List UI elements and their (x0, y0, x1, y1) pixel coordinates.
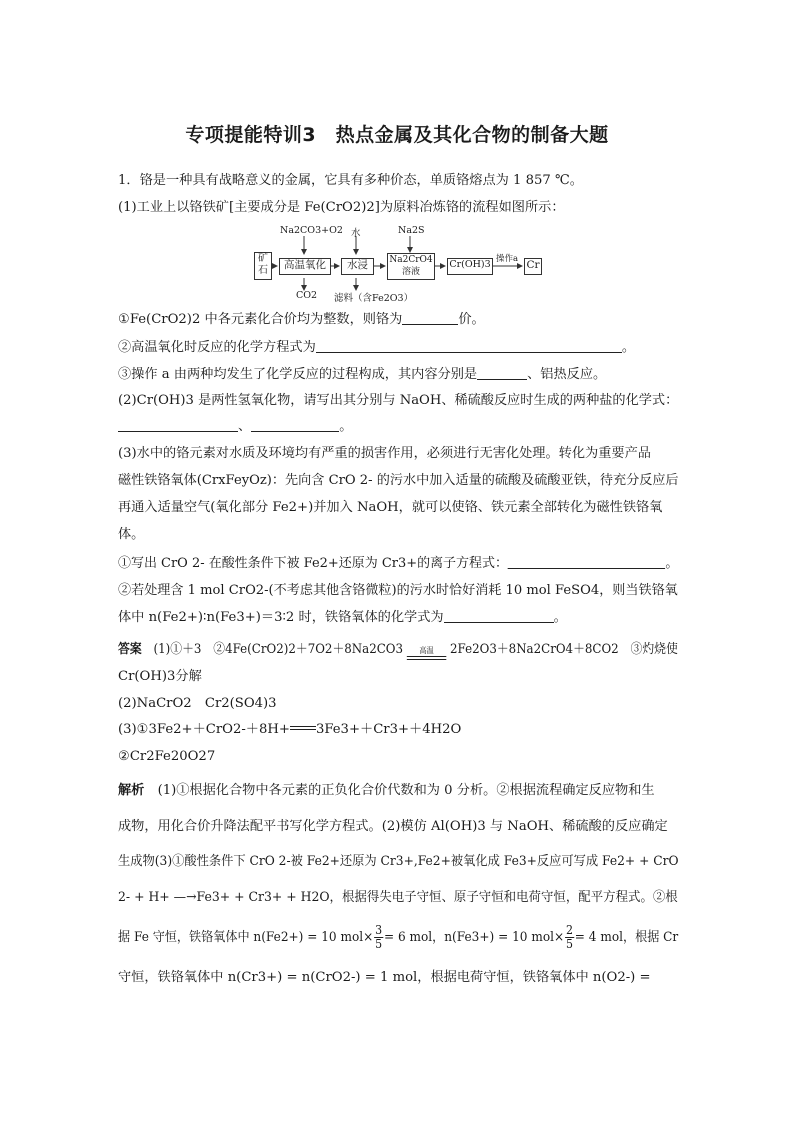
answer-blank[interactable] (508, 555, 665, 569)
part3-b-line1: ②若处理含 1 mol CrO2-(不考虑其他含铬微粒)的污水时恰好消耗 10 mol FeSO4，则当铁铬氧 (118, 583, 678, 598)
part3-line1: (3)水中的铬元素对水质及环境均有严重的损害作用，必须进行无害化处理。转化为重要产品 (118, 446, 651, 461)
fraction: $\frac{2}{5}$ (565, 923, 573, 951)
analysis-line5: 据 Fe 守恒，铁铬氧体中 n(Fe2+) = 10 mol× $\frac{3}{5}$ = 6 mol，n(Fe3+) = 10 mol× $\frac{2}{5}$ = 4 mol，根据 Cr (118, 923, 679, 951)
answer-line5: ②Cr2Fe20O27 (118, 749, 216, 764)
flow-box-solution: Na2CrO4溶液 (387, 253, 435, 280)
analysis-line2: 成物，用化合价升降法配平书写化学方程式。(2)模仿 Al(OH)3 与 NaOH、稀硫酸的反应确定 (118, 819, 668, 834)
flow-reagent-1: Na2CO3+O2 (280, 225, 343, 236)
part1-b: ②高温氧化时反应的化学方程式为 。 (118, 340, 635, 355)
flow-box-ore: 矿石 (254, 252, 272, 280)
analysis-line4: 2- + H+ —→Fe3+ + Cr3+ + H2O，根据得失电子守恒、原子守恒和电荷守恒，配平方程式。②根 (118, 890, 678, 905)
analysis-line6: 守恒，铁铬氧体中 n(Cr3+) = n(CrO2-) = 1 mol，根据电荷守恒，铁铬氧体中 n(O2-) = (118, 970, 651, 985)
flow-box-oxidation: 高温氧化 (279, 258, 331, 275)
answer-line4: (3)①3Fe2+＋CrO2-＋8H+ 3Fe3+＋Cr3+＋4H2O (118, 722, 462, 737)
answer-blank[interactable] (477, 366, 527, 380)
question-intro: 1．铬是一种具有战略意义的金属，它具有多种价态，单质铬熔点为 1 857 ℃。 (118, 173, 583, 188)
part3-b-line2: 体中 n(Fe2+)∶n(Fe3+)＝3∶2 时，铁铬氧体的化学式为 。 (118, 610, 567, 625)
flow-box-product: Cr (524, 258, 542, 275)
flow-box-hydroxide: Cr(OH)3 (447, 258, 493, 275)
answer-blank[interactable] (118, 418, 238, 432)
analysis-line1: 解析 (1)①根据化合物中各元素的正负化合价代数和为 0 分析。②根据流程确定反应物和生 (118, 783, 655, 798)
part2-blanks: 、 。 (118, 418, 352, 436)
answer-line3: (2)NaCrO2 Cr2(SO4)3 (118, 696, 277, 711)
part1-a: ①Fe(CrO2)2 中各元素化合价均为整数，则铬为 价。 (118, 312, 485, 327)
part1-stem: (1)工业上以铬铁矿[主要成分是 Fe(CrO2)2]为原料冶炼铬的流程如图所示： (118, 200, 565, 215)
answer-blank[interactable] (316, 339, 622, 353)
answer-line2: Cr(OH)3分解 (118, 669, 202, 684)
analysis-line3: 生成物(3)①酸性条件下 CrO 2-被 Fe2+还原为 Cr3+,Fe2+被氧化成 Fe3+反应可写成 Fe2+ + CrO (118, 854, 679, 869)
reaction-arrow: 高温 (407, 647, 446, 660)
flow-reagent-3: Na2S (398, 225, 425, 236)
process-flow-diagram (252, 222, 552, 306)
flow-output-2: 滤料（含Fe2O3） (334, 293, 414, 304)
part3-line2: 磁性铁铬氧体(CrxFeyOz)：先向含 CrO 2- 的污水中加入适量的硫酸及硫酸亚铁，待充分反应后 (118, 473, 679, 488)
part1-c: ③操作 a 由两种均发生了化学反应的过程构成，其内容分别是 、铝热反应。 (118, 367, 607, 382)
flow-box-leach: 水浸 (341, 258, 374, 275)
answer-blank[interactable] (444, 609, 554, 623)
answer-line1: 答案 (1)①＋3 ②4Fe(CrO2)2＋7O2＋8Na2CO3 高温 2Fe2O3＋8Na2CrO4＋8CO2 ③灼烧使 (118, 641, 678, 660)
page-title: 专项提能特训3 热点金属及其化合物的制备大题 (185, 124, 609, 146)
answer-blank[interactable] (402, 311, 458, 325)
flow-output-1: CO2 (296, 290, 318, 301)
flow-operation-a: 操作a (496, 254, 519, 264)
part2-stem: (2)Cr(OH)3 是两性氢氧化物，请写出其分别与 NaOH、稀硫酸反应时生成的两种盐的化学式： (118, 393, 679, 408)
part3-line3: 再通入适量空气(氧化部分 Fe2+)并加入 NaOH，就可以使铬、铁元素全部转化为磁性铁铬氧 (118, 500, 663, 515)
answer-blank[interactable] (251, 418, 339, 432)
flow-reagent-2: 水 (351, 228, 361, 239)
part3-a: ①写出 CrO 2- 在酸性条件下被 Fe2+还原为 Cr3+的离子方程式： 。 (118, 556, 679, 571)
part3-line4: 体。 (118, 527, 145, 542)
fraction: $\frac{3}{5}$ (375, 923, 383, 951)
equals-sign (290, 726, 316, 730)
